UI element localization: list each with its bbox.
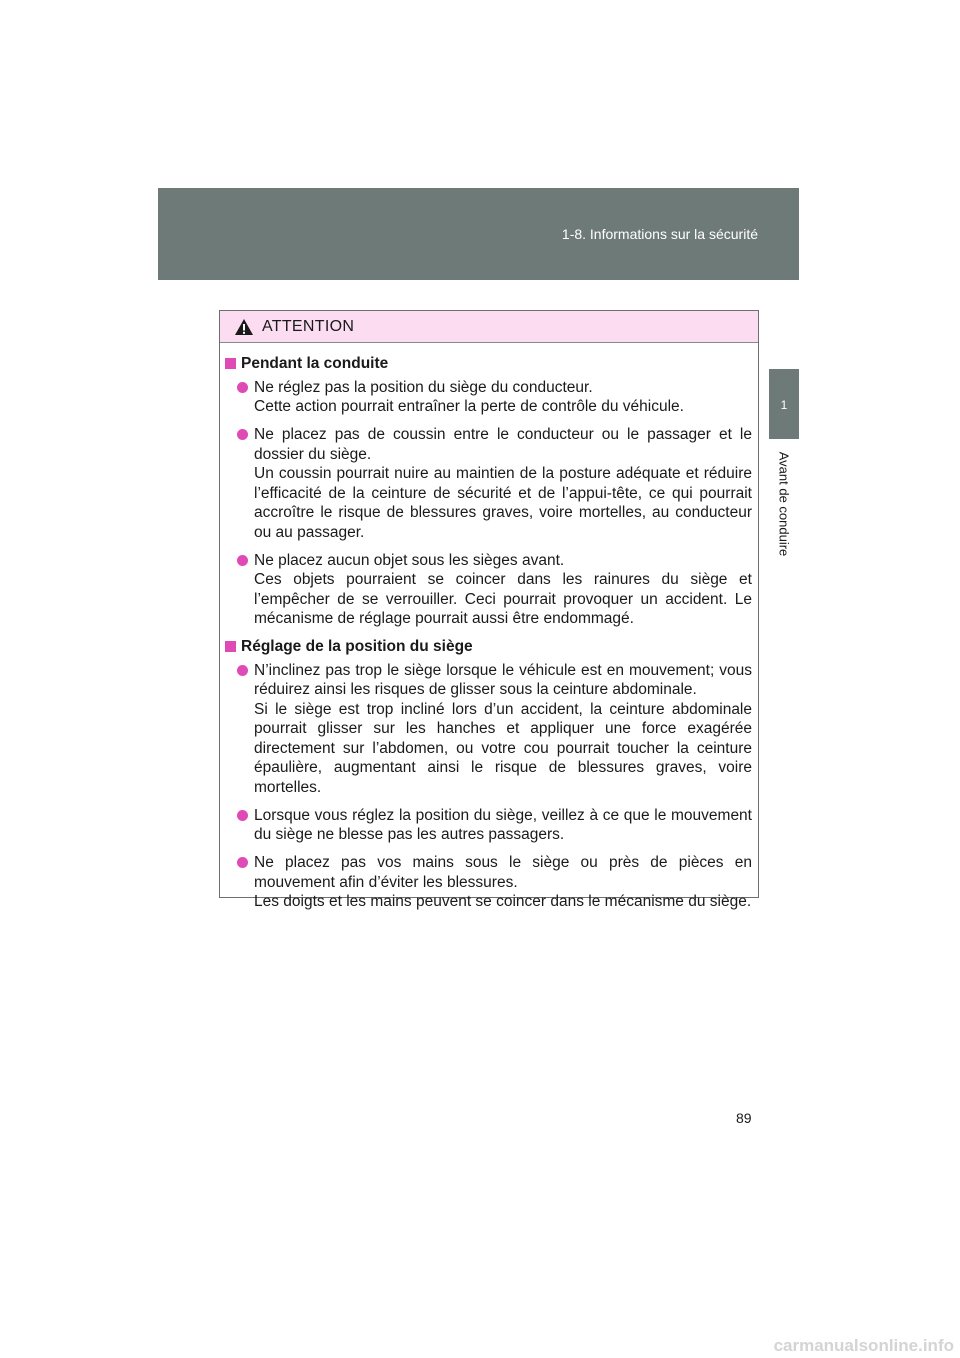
bullet-item [225,853,752,912]
bullet-text [254,806,752,845]
bullet-paragraph: Ces objets pourraient se coincer dans les rainures du siège et l’empêcher de se verrouiller. Ceci pourrait provoquer un accident. Le mécanisme de réglage pourrait aussi être endommagé. [254,571,752,627]
bullet-paragraph: Lorsque vous réglez la position du siège, veillez à ce que le mouvement du siège ne blesse pas les autres passagers. [254,806,752,843]
chapter-tab [769,369,799,439]
warning-header [220,311,758,343]
bullet-text [254,425,752,542]
bullet-paragraph: Les doigts et les mains peuvent se coincer dans le mécanisme du siège. [254,893,752,910]
watermark-logo [716,1334,956,1356]
bullet-paragraph: Si le siège est trop incliné lors d’un accident, la ceinture abdominale pourrait glisser sur les hanches et appliquer une force exagérée directement sur l’abdomen, ou votre cou pourrait toucher la ceinture épaulière, augmentant ainsi le risque de blessures graves, voire mortelles. [254,700,752,796]
bullet-item [225,806,752,845]
round-bullet-icon [237,382,248,393]
bullet-text [254,378,752,417]
section-heading-text: Pendant la conduite [241,355,389,372]
bullet-paragraph: Ne placez pas vos mains sous le siège ou près de pièces en mouvement afin d’éviter les blessures. [254,854,752,891]
bullet-item [225,425,752,542]
page-number: 89 [736,1110,752,1126]
bullet-text [254,661,752,798]
bullet-item [225,551,752,629]
square-bullet-icon [225,641,236,652]
bullet-paragraph: Ne placez aucun objet sous les sièges avant. [254,551,565,569]
round-bullet-icon [237,857,248,868]
warning-body [220,343,758,912]
bullet-item [225,661,752,798]
section-header-bar [158,188,799,280]
bullet-text [254,853,752,912]
bullet-paragraph: Ne réglez pas la position du siège du conducteur. [254,378,593,396]
warning-box [219,310,759,910]
bullet-paragraph: Un coussin pourrait nuire au maintien de la posture adéquate et réduire l’efficacité de la ceinture de sécurité et de l’appui-tête, ce qui pourrait accroître le risque de blessures graves, voire mortelles, au conducteur ou au passager. [254,465,752,541]
watermark-text: carmanualsonline.info [773,1336,954,1355]
round-bullet-icon [237,429,248,440]
bullet-paragraph: N’inclinez pas trop le siège lorsque le véhicule est en mouvement; vous réduirez ainsi les risques de glisser sous la ceinture abdominale. [254,661,752,698]
square-bullet-icon [225,358,236,369]
bullet-text [254,551,752,629]
round-bullet-icon [237,665,248,676]
bullet-paragraph: Ne placez pas de coussin entre le conducteur ou le passager et le dossier du siège. [254,426,752,463]
chapter-number: 1 [780,398,788,412]
section-title: 1-8. Informations sur la sécurité [561,226,758,242]
round-bullet-icon [237,810,248,821]
bullet-paragraph: Cette action pourrait entraîner la perte de contrôle du véhicule. [254,398,684,415]
chapter-label: Avant de conduire [776,451,792,557]
section-heading [225,637,752,657]
round-bullet-icon [237,555,248,566]
warning-title: ATTENTION [262,318,355,335]
section-heading [225,354,752,374]
section-heading-text: Réglage de la position du siège [241,638,473,655]
warning-triangle-icon [234,318,254,336]
bullet-item [225,378,752,417]
